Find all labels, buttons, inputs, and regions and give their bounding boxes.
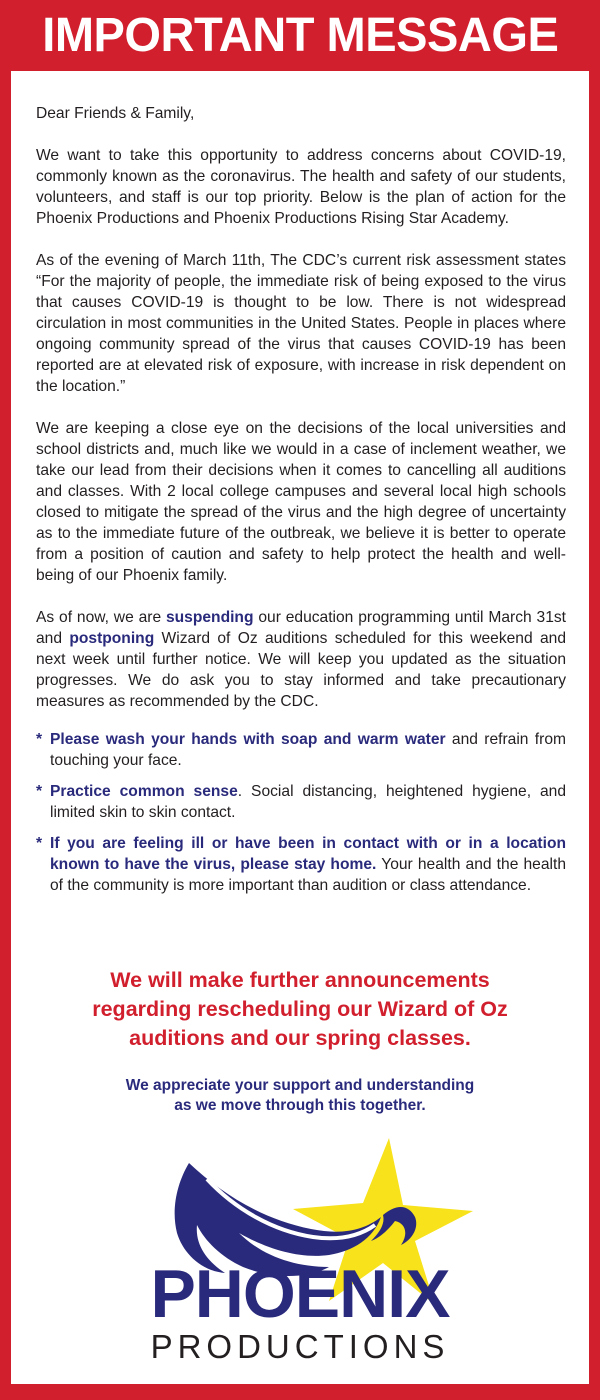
- suspension-text-1: As of now, we are: [36, 609, 166, 626]
- asterisk-bullet-icon: *: [36, 731, 43, 748]
- list-item: [36, 781, 566, 823]
- message-panel: [11, 71, 589, 1384]
- announcement-text: [11, 966, 589, 1053]
- announcement-line: regarding rescheduling our Wizard of Oz: [92, 997, 508, 1021]
- precaution-list: [36, 729, 566, 896]
- asterisk-bullet-icon: *: [36, 783, 43, 800]
- postponing-highlight: postponing: [69, 630, 155, 647]
- appreciation-line: as we move through this together.: [174, 1097, 426, 1114]
- tip-text: Your health and the health of the community is more important than audition or class attendance.: [50, 856, 566, 894]
- asterisk-bullet-icon: *: [36, 835, 43, 852]
- announcement-line: auditions and our spring classes.: [129, 1026, 471, 1050]
- tip-text: and refrain from touching your face.: [50, 731, 566, 769]
- tip-bold: Practice common sense: [50, 783, 238, 800]
- suspension-text-3: Wizard of Oz auditions scheduled for this weekend and next week until further notice. We will keep you updated as the situation progresses. We do ask you to stay informed and take precautionary measures as recommended by the CDC.: [36, 630, 566, 710]
- list-item: [36, 833, 566, 896]
- paragraph-cdc-assessment: As of the evening of March 11th, The CDC’s current risk assessment states “For the majority of people, the immediate risk of being exposed to the virus that causes COVID-19 is thought to be low. There is not widespread circulation in most communities in the United States. People in places where ongoing community spread of the virus that causes COVID-19 has been reported are at elevated risk of exposure, with increase in risk dependent on the location.”: [36, 252, 566, 395]
- tip-bold: If you are feeling ill or have been in contact with or in a location known to have the virus, please stay home.: [50, 835, 566, 873]
- page-title: IMPORTANT MESSAGE: [41, 8, 559, 62]
- paragraph-intro: We want to take this opportunity to address concerns about COVID-19, commonly known as the coronavirus. The health and safety of our students, volunteers, and staff is our top priority. Below is the plan of action for the Phoenix Productions and Phoenix Productions Rising Star Academy.: [36, 147, 566, 227]
- tip-text: . Social distancing, heightened hygiene, and limited skin to skin contact.: [50, 783, 567, 821]
- suspension-text-2: our education programming until March 31st and: [36, 609, 566, 647]
- paragraph-local-decisions: We are keeping a close eye on the decisions of the local universities and school districts and, much like we would in a case of inclement weather, we take our lead from their decisions when it comes to cancelling all auditions and classes. With 2 local college campuses and several local high schools closed to mitigate the spread of the virus and the high degree of uncertainty as to the immediate future of the outbreak, we believe it is better to operate from a position of caution and safety to help protect the health and well-being of our Phoenix family.: [36, 420, 566, 584]
- appreciation-text: [11, 1076, 589, 1116]
- logo-subtitle: PRODUCTIONS: [150, 1328, 450, 1365]
- phoenix-logo: [11, 1133, 589, 1373]
- announcement-line: We will make further announcements: [110, 968, 490, 992]
- paragraph-suspension: [36, 607, 566, 712]
- logo-wordmark: PHOENIX: [150, 1256, 450, 1332]
- suspending-highlight: suspending: [165, 609, 254, 626]
- list-item: [36, 729, 566, 771]
- greeting: Dear Friends & Family,: [36, 105, 195, 122]
- appreciation-line: We appreciate your support and understanding: [125, 1077, 475, 1094]
- tip-bold: Please wash your hands with soap and warm water: [50, 731, 446, 748]
- header-banner: [0, 0, 600, 71]
- letter-body: [36, 103, 566, 906]
